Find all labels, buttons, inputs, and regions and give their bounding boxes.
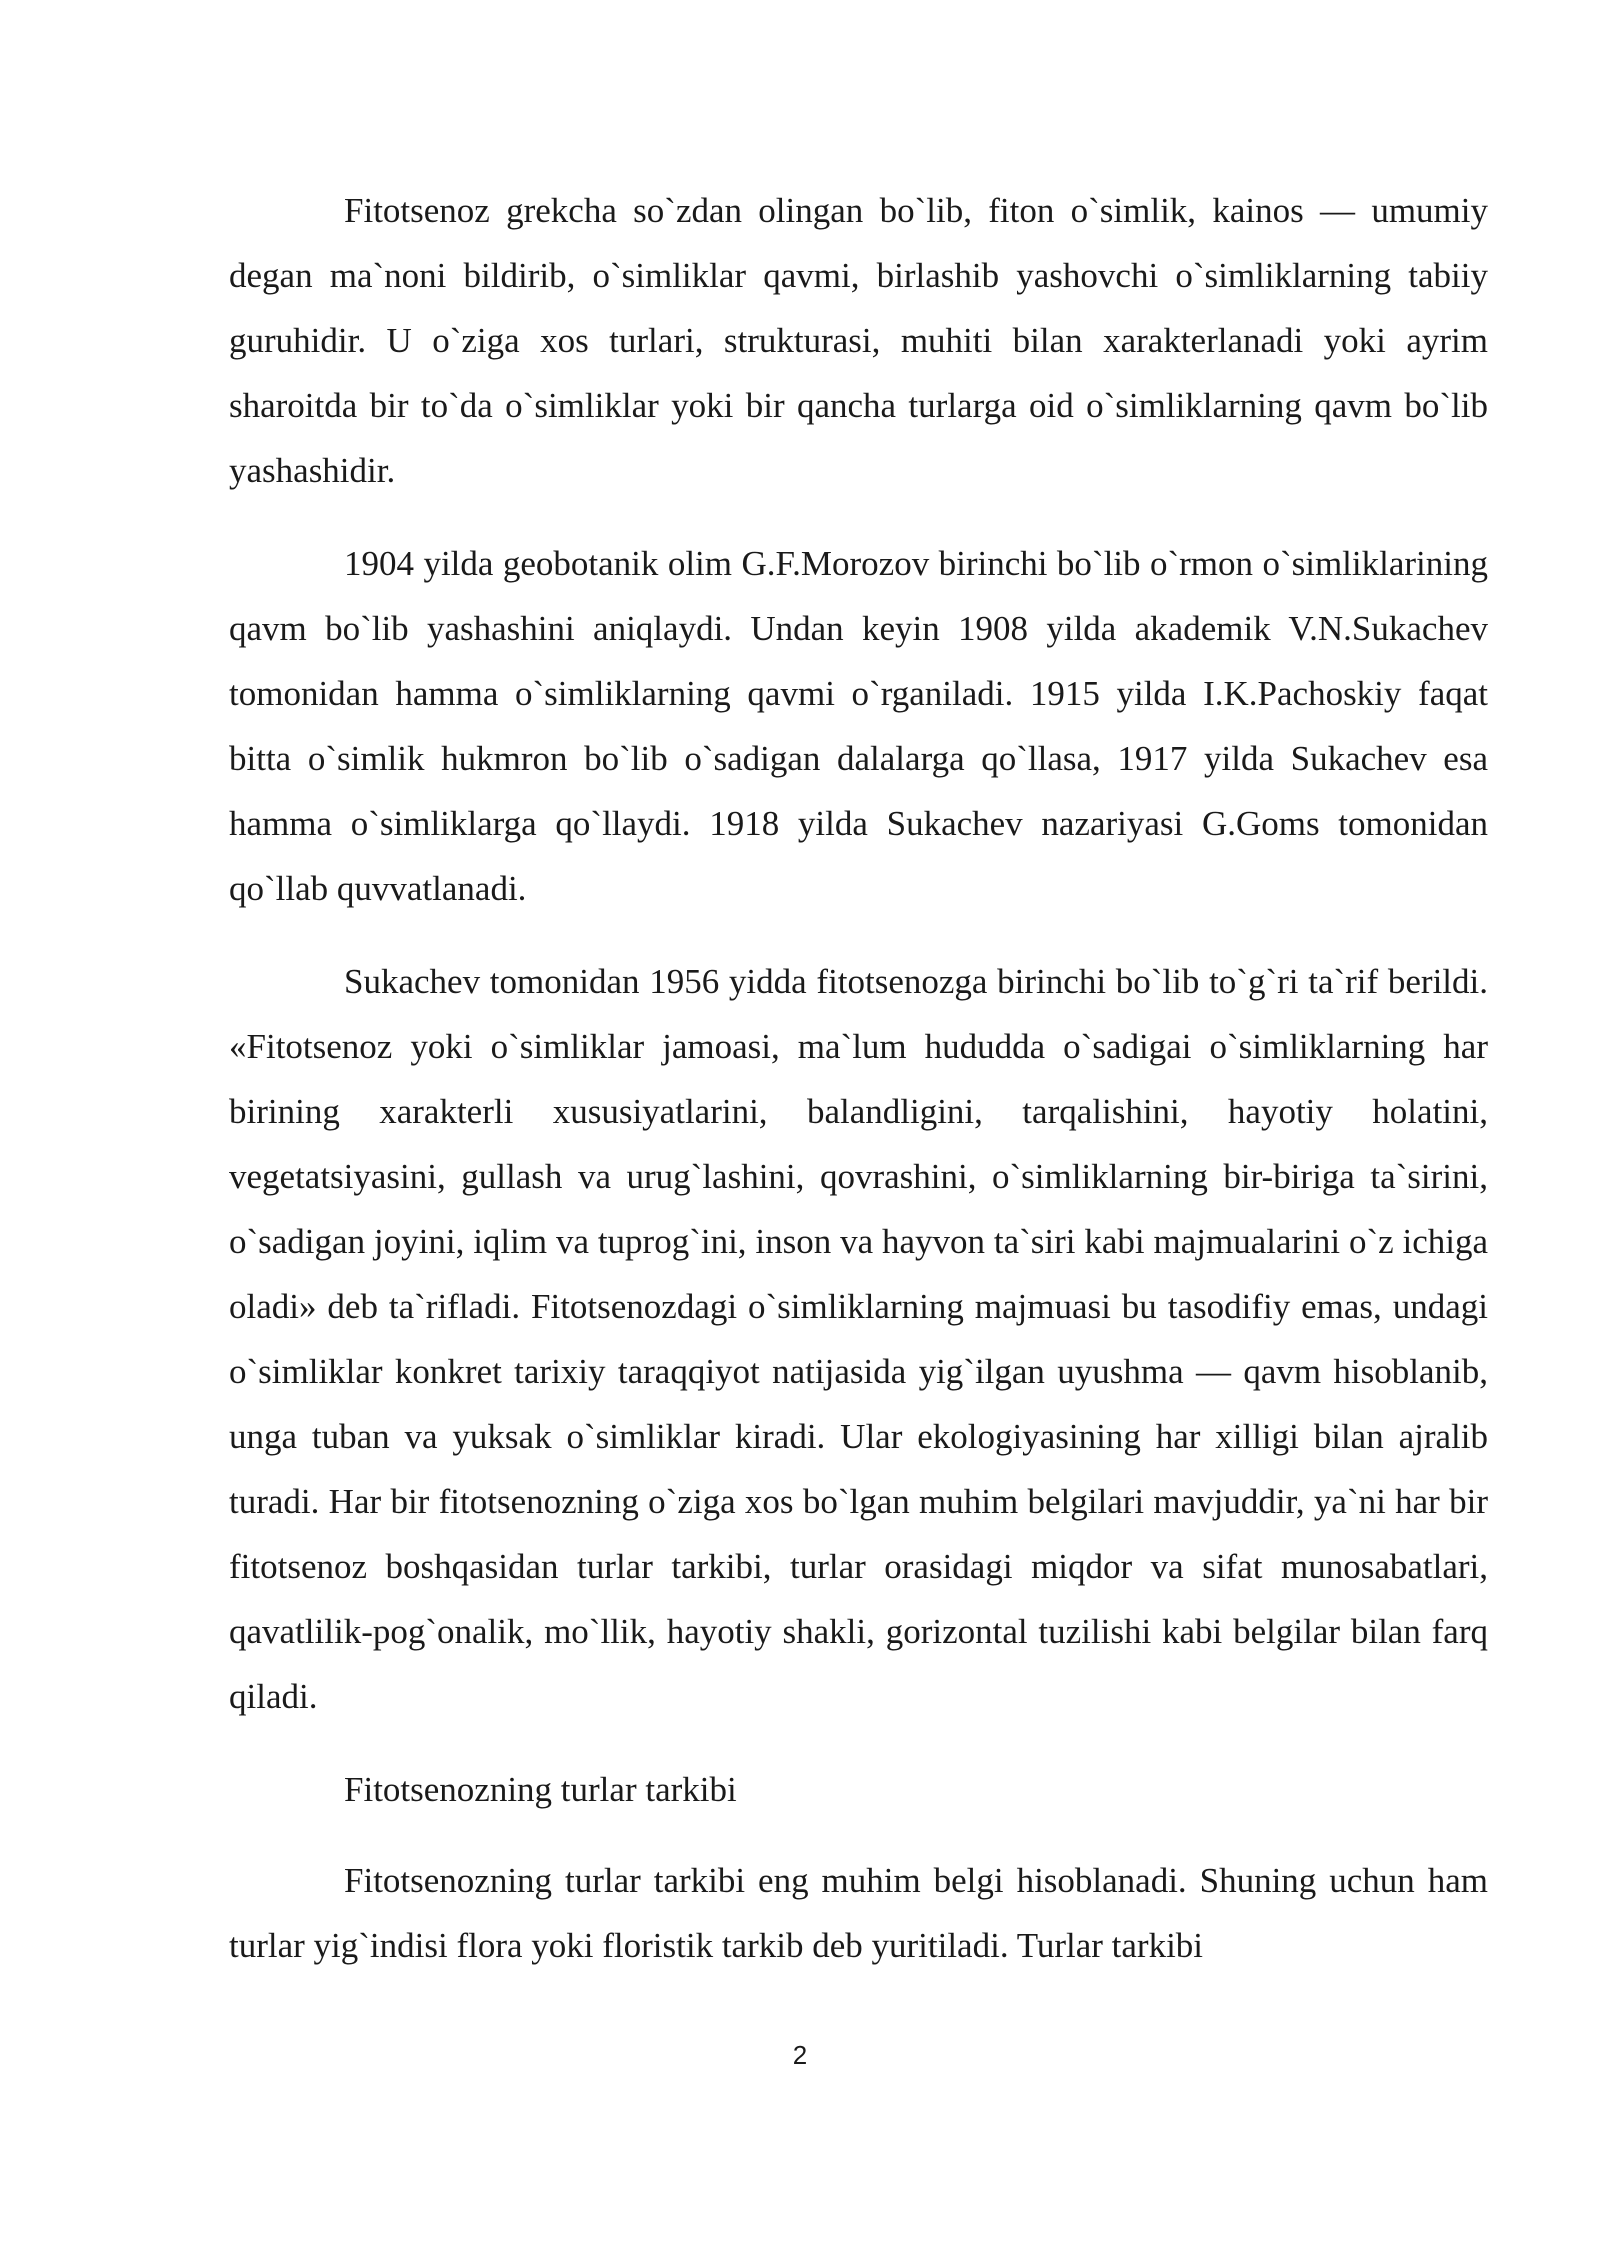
section-heading: Fitotsenozning turlar tarkibi — [344, 1770, 737, 1809]
paragraph-species-composition: Fitotsenozning turlar tarkibi eng muhim belgi hisoblanadi. Shuning uchun ham turlar yig`indisi flora yoki floristik tarkib deb yuritiladi. Turlar tarkibi — [229, 1861, 1488, 1965]
paragraph-definition: Fitotsenoz grekcha so`zdan olingan bo`lib, fiton o`simlik, kainos — umumiy degan ma`noni bildirib, o`simliklar qavmi, birlashib yashovchi o`simliklarning tabiiy guruhidir. U o`ziga xos turlari, strukturasi, muhiti bilan xarakterlanadi yoki ayrim sharoitda bir to`da o`simliklar yoki bir qancha turlarga oid o`simliklarning qavm bo`lib yashashidir. — [229, 191, 1488, 490]
page-number: 2 — [792, 2040, 808, 2070]
document-body — [229, 178, 1488, 2006]
paragraph-sukachev-definition: Sukachev tomonidan 1956 yidda fitotsenozga birinchi bo`lib to`g`ri ta`rif berildi. «Fitotsenoz yoki o`simliklar jamoasi, ma`lum hududda o`sadigai o`simliklarning har birining xarakterli xususiyatlarini, balandligini, tarqalishini, hayotiy holatini, vegetatsiyasini, gullash va urug`lashini, qovrashini, o`simliklarning bir-biriga ta`sirini, o`sadigan joyini, iqlim va tuprog`ini, inson va hayvon ta`siri kabi majmualarini o`z ichiga oladi» deb ta`rifladi. Fitotsenozdagi o`simliklarning majmuasi bu tasodifiy emas, undagi o`simliklar konkret tarixiy taraqqiyot natijasida yig`ilgan uyushma — qavm hisoblanib, unga tuban va yuksak o`simliklar kiradi. Ular ekologiyasining har xilligi bilan ajralib turadi. Har bir fitotsenozning o`ziga xos bo`lgan muhim belgilari mavjuddir, ya`ni har bir fitotsenoz boshqasidan turlar tarkibi, turlar orasidagi miqdor va sifat munosabatlari, qavatlilik-pog`onalik, mo`llik, hayotiy shakli, gorizontal tuzilishi kabi belgilar bilan farq qiladi. — [229, 962, 1488, 1716]
paragraph-history: 1904 yilda geobotanik olim G.F.Morozov birinchi bo`lib o`rmon o`simliklarining qavm bo`lib yashashini aniqlaydi. Undan keyin 1908 yilda akademik V.N.Sukachev tomonidan hamma o`simliklarning qavmi o`rganiladi. 1915 yilda I.K.Pachoskiy faqat bitta o`simlik hukmron bo`lib o`sadigan dalalarga qo`llasa, 1917 yilda Sukachev esa hamma o`simliklarga qo`llaydi. 1918 yilda Sukachev nazariyasi G.Goms tomonidan qo`llab quvvatlanadi. — [229, 544, 1488, 908]
